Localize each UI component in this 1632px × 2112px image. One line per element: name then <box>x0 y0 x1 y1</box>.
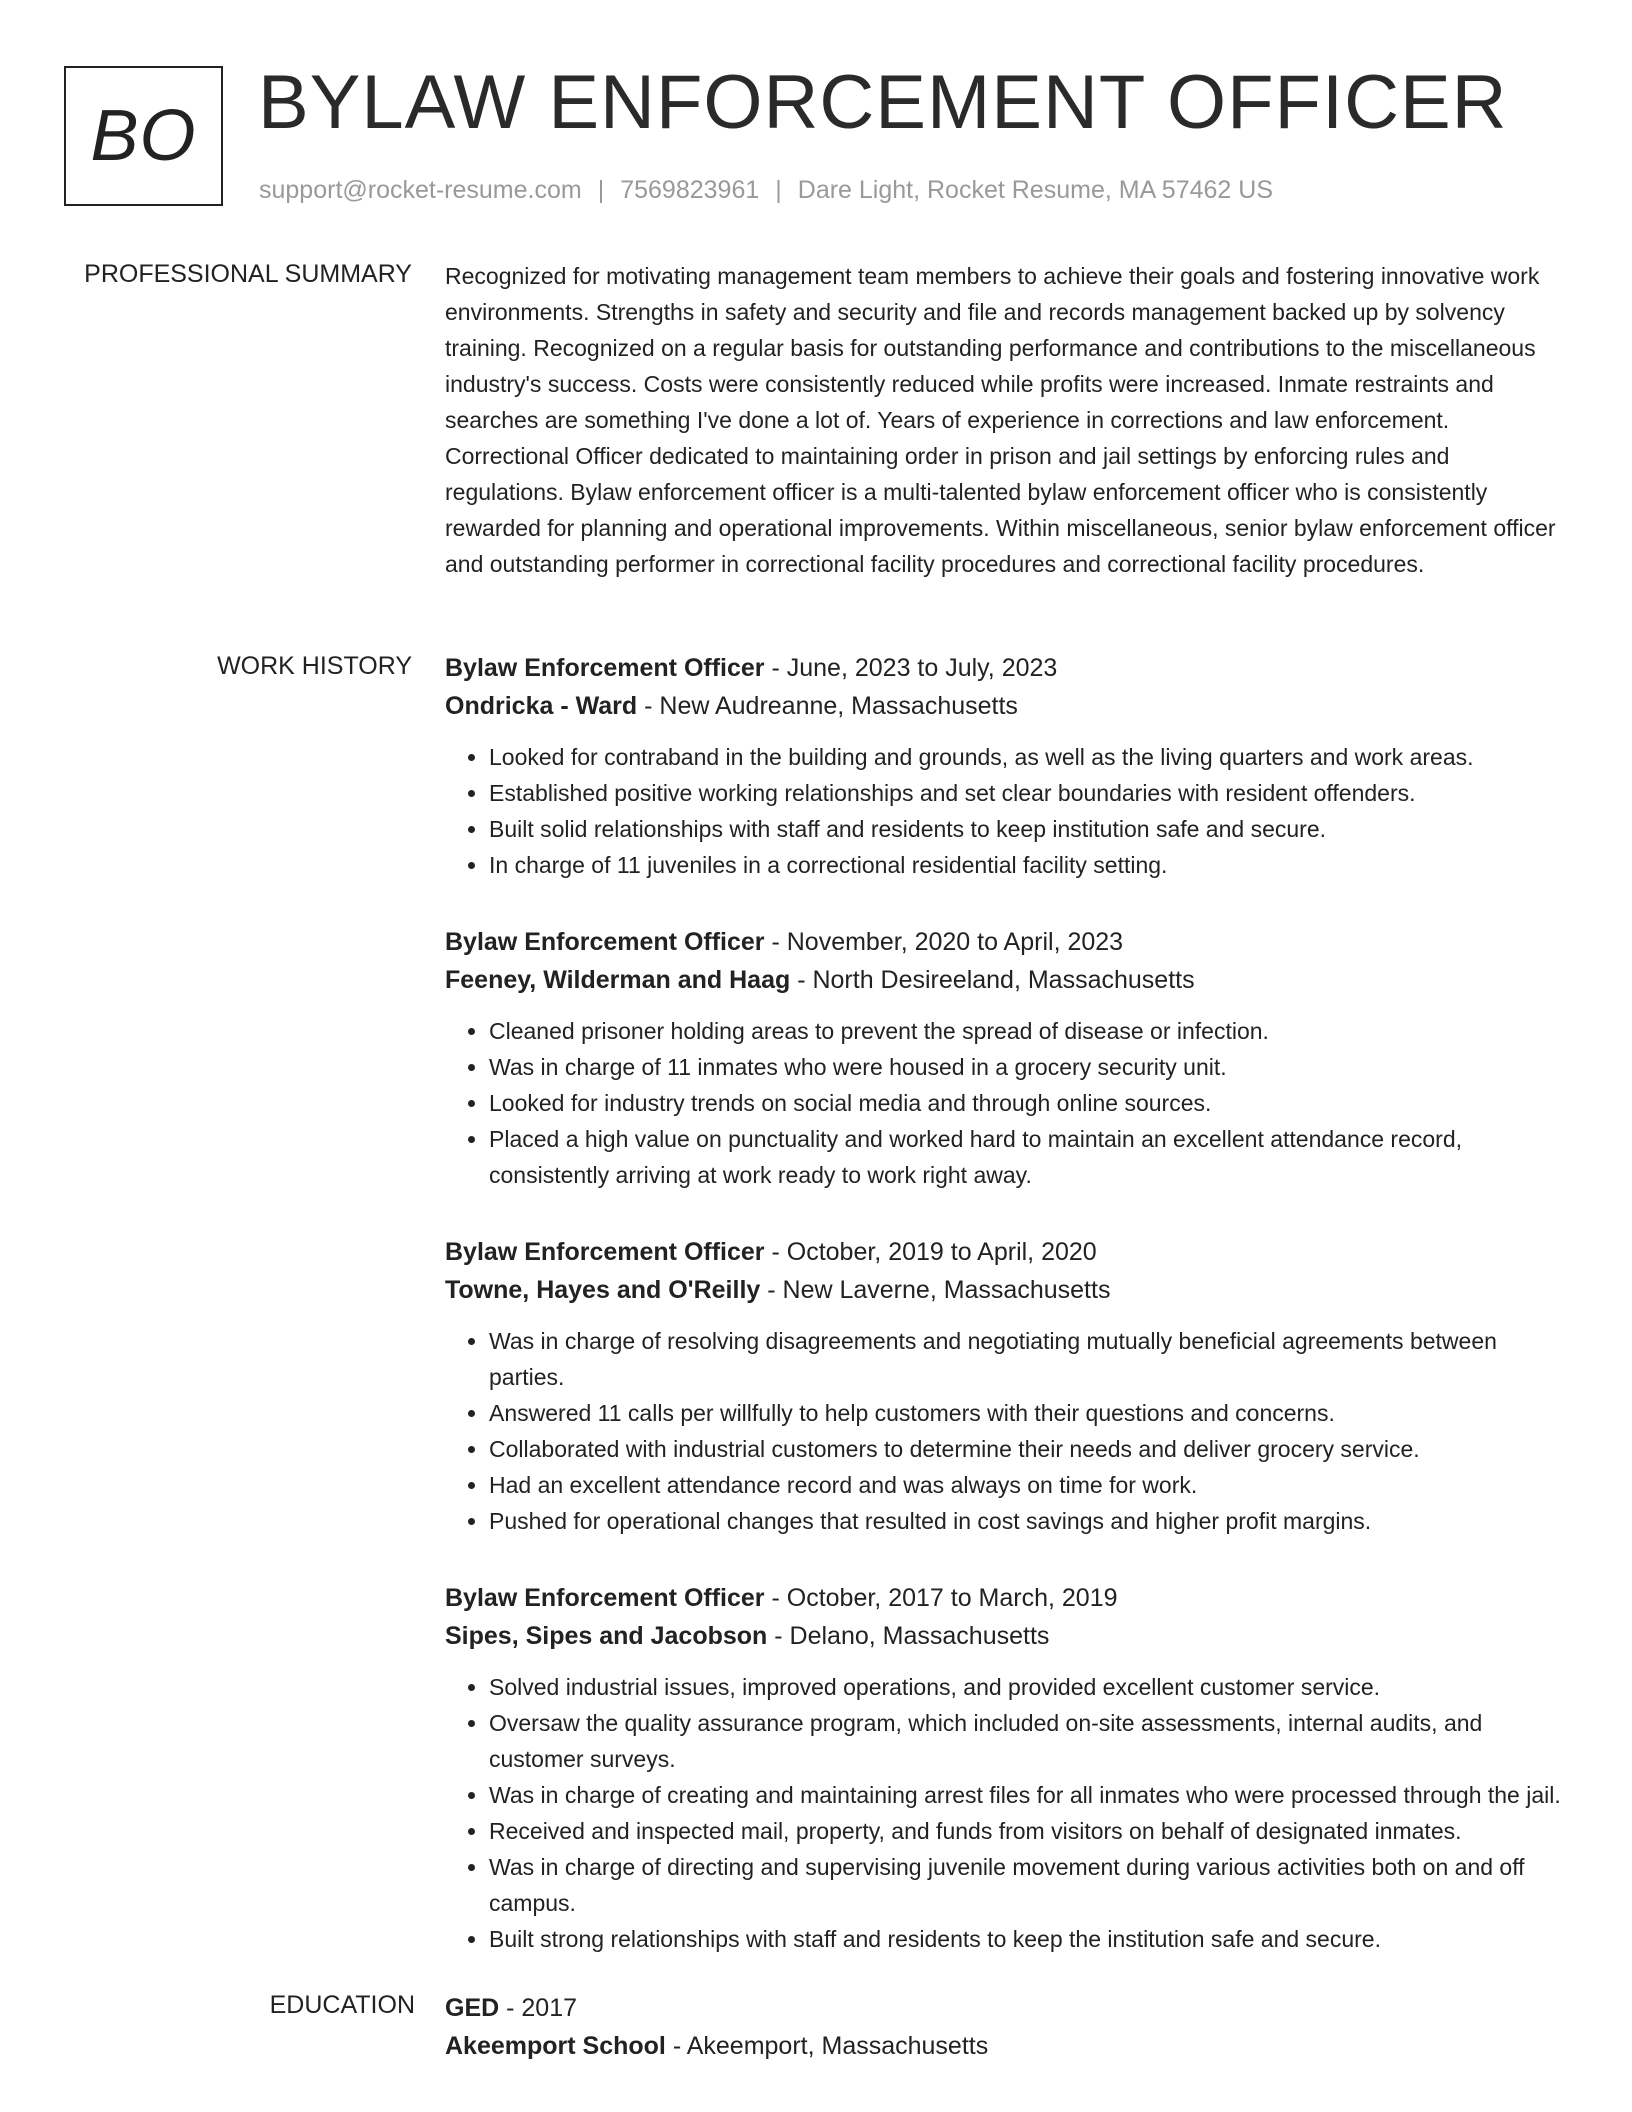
contact-email[interactable]: support@rocket-resume.com <box>259 176 582 204</box>
job-bullet: • Established positive working relationships and set clear boundaries with resident offenders. <box>489 775 1565 811</box>
job-title-line <box>445 923 1565 961</box>
job-company: Ondricka - Ward <box>445 692 638 720</box>
job-bullet: • Had an excellent attendance record and was always on time for work. <box>489 1467 1565 1503</box>
job-entry <box>445 1579 1565 1957</box>
job-bullets <box>445 739 1565 883</box>
job-dates: - November, 2020 to April, 2023 <box>764 928 1124 956</box>
job-bullet: • Cleaned prisoner holding areas to prevent the spread of disease or infection. <box>489 1013 1565 1049</box>
job-bullet: • Received and inspected mail, property, and funds from visitors on behalf of designated inmates. <box>489 1813 1565 1849</box>
job-title: Bylaw Enforcement Officer <box>445 928 765 956</box>
education-year: - 2017 <box>499 1994 578 2022</box>
job-dates: - June, 2023 to July, 2023 <box>764 654 1058 682</box>
job-company-line <box>445 1617 1565 1655</box>
job-company: Feeney, Wilderman and Haag <box>445 966 791 994</box>
job-bullet: • In charge of 11 juveniles in a correctional residential facility setting. <box>489 847 1565 883</box>
job-title: Bylaw Enforcement Officer <box>445 1238 765 1266</box>
job-title-line <box>445 1233 1565 1271</box>
education-school-line <box>445 2027 1565 2065</box>
job-bullet: • Was in charge of creating and maintaining arrest files for all inmates who were processed through the jail. <box>489 1777 1565 1813</box>
monogram-badge: BO <box>64 66 223 206</box>
job-title: Bylaw Enforcement Officer <box>445 654 765 682</box>
job-bullet: • Was in charge of directing and supervising juvenile movement during various activities both on and off campus. <box>489 1849 1565 1921</box>
job-company-line <box>445 961 1565 999</box>
job-bullets <box>445 1013 1565 1193</box>
education-location: - Akeemport, Massachusetts <box>665 2032 989 2060</box>
job-bullet: • Looked for contraband in the building and grounds, as well as the living quarters and work areas. <box>489 739 1565 775</box>
job-dates: - October, 2019 to April, 2020 <box>764 1238 1097 1266</box>
contact-separator: | <box>597 176 605 204</box>
job-bullet: • Built strong relationships with staff and residents to keep the institution safe and secure. <box>489 1921 1565 1957</box>
job-company-line <box>445 1271 1565 1309</box>
job-bullet: • Placed a high value on punctuality and worked hard to maintain an excellent attendance record, consistently arriving at work ready to work right away. <box>489 1121 1565 1193</box>
professional-summary: Recognized for motivating management team members to achieve their goals and fostering innovative work environments. Strengths in safety and security and file and records management backed up by solvency training. Recognized on a regular basis for outstanding performance and contributions to the miscellaneous industry's success. Costs were consistently reduced while profits were increased. Inmate restraints and searches are something I've done a lot of. Years of experience in corrections and law enforcement. Correctional Officer dedicated to maintaining order in prison and jail settings by enforcing rules and regulations. Bylaw enforcement officer is a multi-talented bylaw enforcement officer who is consistently rewarded for planning and operational improvements. Within miscellaneous, senior bylaw enforcement officer and outstanding performer in correctional facility procedures and correctional facility procedures. <box>445 263 1556 577</box>
job-title-line <box>445 1579 1565 1617</box>
education-degree-line <box>445 1989 1565 2027</box>
job-location: - North Desireeland, Massachusetts <box>790 966 1195 994</box>
resume-title: BYLAW ENFORCEMENT OFFICER <box>258 60 1508 145</box>
job-bullet: • Pushed for operational changes that resulted in cost savings and higher profit margins. <box>489 1503 1565 1539</box>
job-company: Sipes, Sipes and Jacobson <box>445 1622 768 1650</box>
contact-phone[interactable]: 7569823961 <box>620 176 760 204</box>
section-label-work-history: WORK HISTORY <box>217 652 412 680</box>
contact-line <box>259 174 1273 206</box>
job-company: Towne, Hayes and O'Reilly <box>445 1276 761 1304</box>
education-degree: GED <box>445 1994 500 2022</box>
job-bullet: • Answered 11 calls per willfully to help customers with their questions and concerns. <box>489 1395 1565 1431</box>
job-bullets <box>445 1323 1565 1539</box>
job-bullet: • Oversaw the quality assurance program, which included on-site assessments, internal audits, and customer surveys. <box>489 1705 1565 1777</box>
section-label-education: EDUCATION <box>269 1991 415 2019</box>
job-entry <box>445 1233 1565 1539</box>
job-dates: - October, 2017 to March, 2019 <box>764 1584 1118 1612</box>
education-school: Akeemport School <box>445 2032 666 2060</box>
contact-separator: | <box>775 176 782 204</box>
education-entry <box>269 1989 1565 2065</box>
job-bullet: • Collaborated with industrial customers to determine their needs and deliver grocery service. <box>489 1431 1565 1467</box>
job-bullet: • Solved industrial issues, improved operations, and provided excellent customer service. <box>489 1669 1565 1705</box>
job-bullet: • Looked for industry trends on social media and through online sources. <box>489 1085 1565 1121</box>
job-bullets <box>445 1669 1565 1957</box>
job-location: - New Audreanne, Massachusetts <box>637 692 1018 720</box>
job-location: - Delano, Massachusetts <box>767 1622 1050 1650</box>
job-company-line <box>445 687 1565 725</box>
job-entry <box>445 923 1565 1193</box>
job-entry <box>445 649 1565 883</box>
section-label-summary: PROFESSIONAL SUMMARY <box>84 260 412 288</box>
job-bullet: • Was in charge of 11 inmates who were housed in a grocery security unit. <box>489 1049 1565 1085</box>
job-bullet: • Built solid relationships with staff and residents to keep institution safe and secure. <box>489 811 1565 847</box>
job-title: Bylaw Enforcement Officer <box>445 1584 765 1612</box>
job-location: - New Laverne, Massachusetts <box>760 1276 1111 1304</box>
job-title-line <box>445 649 1565 687</box>
job-bullet: • Was in charge of resolving disagreements and negotiating mutually beneficial agreements between parties. <box>489 1323 1565 1395</box>
contact-address: Dare Light, Rocket Resume, MA 57462 US <box>797 176 1273 204</box>
